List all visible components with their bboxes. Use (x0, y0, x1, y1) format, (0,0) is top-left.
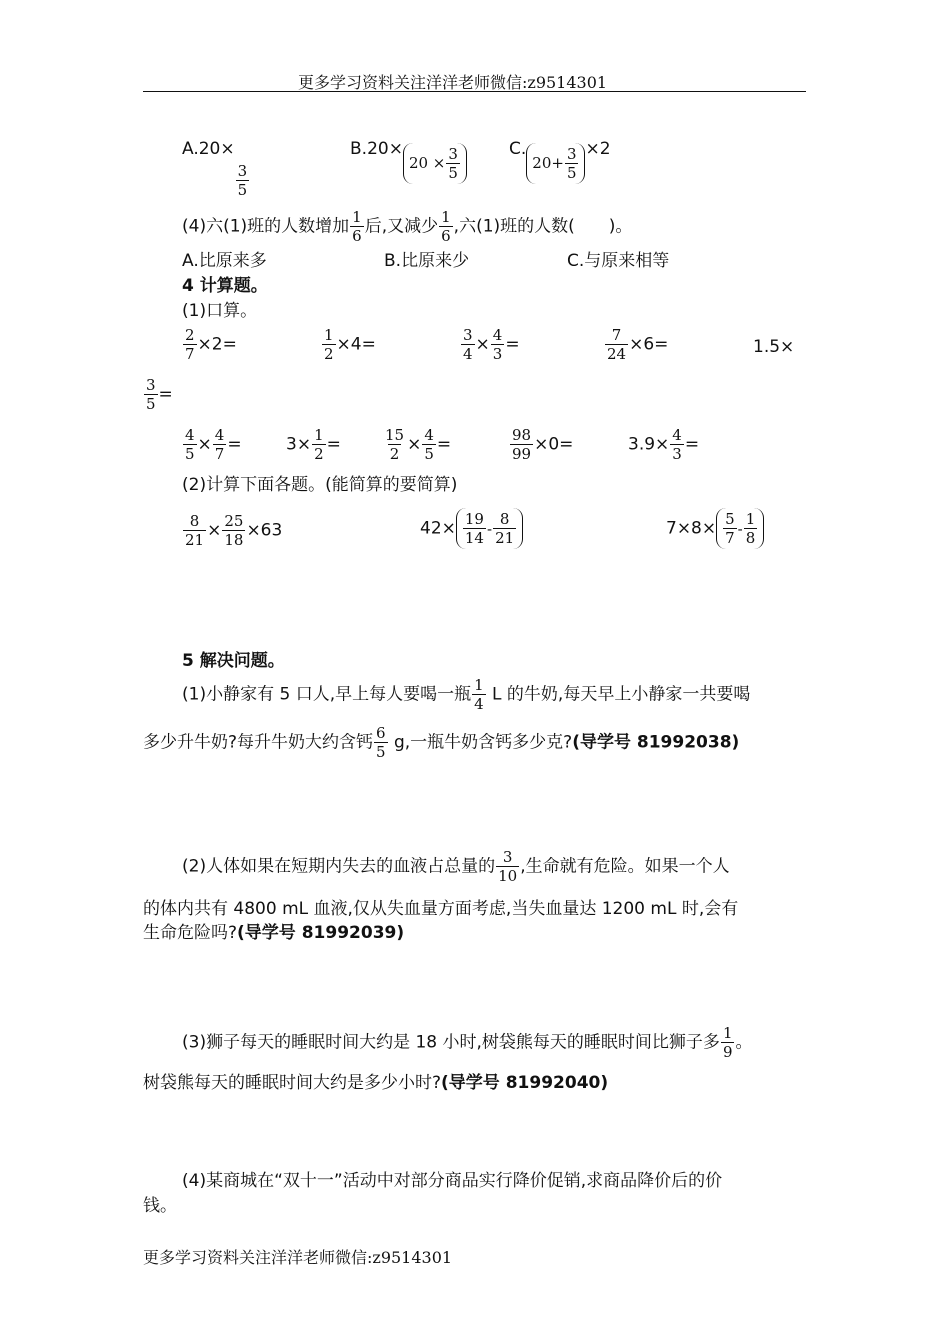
option-c-prefix: C. (509, 139, 527, 159)
fraction: $\frac{1}{2}$ (324, 326, 334, 363)
fraction: $\frac{15}{2}$ (385, 426, 405, 463)
guide-number: (导学号 81992040) (441, 1073, 609, 1093)
q3-option-b (350, 138, 467, 184)
calc-r1-e5-head: 1.5× (753, 337, 795, 357)
fraction: $\frac{4}{5}$ (424, 426, 434, 463)
q4-option-c: C.与原来相等 (567, 251, 670, 271)
fraction: $\frac{6}{5}$ (376, 724, 386, 761)
fraction: $\frac{1}{2}$ (314, 426, 324, 463)
fraction: $\frac{1}{8}$ (745, 510, 756, 547)
q4-option-a: A.比原来多 (182, 251, 267, 271)
fraction: $\frac{5}{7}$ (725, 510, 735, 547)
compute-1: $\frac{8}{21}$ × $\frac{25}{18}$ ×63 (185, 512, 283, 549)
parenthesis-group: 20+ $\frac{3}{5}$ (526, 143, 585, 184)
fraction: $\frac{1}{6}$ (441, 208, 451, 245)
fraction: $\frac{4}{5}$ (185, 426, 195, 463)
fraction: $\frac{3}{5}$ (448, 144, 458, 182)
q4-question: (4)六(1)班的人数增加 $\frac{1}{6}$ 后,又减少 $\frac{1}{6}$ ,六(1)班的人数( )。 (182, 208, 633, 245)
option-a-prefix: A.20× (182, 139, 235, 159)
problem-2-line1: (2)人体如果在短期内失去的血液占总量的 $\frac{3}{10}$ ,生命就有危险。如果一个人 (182, 848, 730, 885)
fraction: $\frac{1}{6}$ (352, 208, 362, 245)
parenthesis-group: 20 × $\frac{3}{5}$ (403, 143, 467, 184)
fraction: $\frac{19}{14}$ (464, 510, 484, 547)
problem-3-line1: (3)狮子每天的睡眠时间大约是 18 小时,树袋熊每天的睡眠时间比狮子多 $\frac{1}{9}$ 。 (182, 1024, 753, 1061)
option-b-prefix: B.20× (350, 139, 403, 159)
fraction: $\frac{2}{7}$ (185, 326, 195, 363)
calc-r1-e2: $\frac{1}{2}$ ×4= (324, 326, 376, 363)
fraction: $\frac{1}{4}$ (474, 676, 484, 713)
guide-number: (导学号 81992038) (572, 732, 740, 753)
calc-r1-e4: $\frac{7}{24}$ ×6= (607, 326, 669, 363)
fraction: $\frac{3}{5}$ (237, 162, 248, 199)
calc-r1-e1: $\frac{2}{7}$ ×2= (185, 326, 237, 363)
fraction: $\frac{8}{21}$ (495, 510, 515, 547)
problem-2-line3: 生命危险吗?(导学号 81992039) (143, 923, 405, 943)
problem-1-line2: 多少升牛奶?每升牛奶大约含钙 $\frac{6}{5}$ g,一瓶牛奶含钙多少克?(导学号 81992038) (143, 724, 740, 761)
header-rule (143, 91, 806, 92)
problem-4-line2: 钱。 (143, 1196, 177, 1216)
fraction: $\frac{8}{21}$ (185, 512, 205, 549)
calc-r1-e3: $\frac{3}{4}$ × $\frac{4}{3}$ = (463, 326, 520, 363)
compute-2: 42× $\frac{19}{14}$ - $\frac{8}{21}$ (420, 508, 523, 549)
fraction: $\frac{3}{5}$ (566, 144, 577, 182)
problem-2-line2: 的体内共有 4800 mL 血液,仅从失血量方面考虑,当失血量达 1200 mL 时,会有 (143, 899, 739, 919)
q3-option-a (182, 138, 250, 199)
problem-3-line2: 树袋熊每天的睡眠时间大约是多少小时?(导学号 81992040) (143, 1073, 609, 1093)
calc-r2-e3: $\frac{15}{2}$ × $\frac{4}{5}$ = (385, 426, 452, 463)
fraction: $\frac{4}{7}$ (214, 426, 225, 463)
problem-1-line1: (1)小静家有 5 口人,早上每人要喝一瓶 $\frac{1}{4}$ L 的牛奶,每天早上小静家一共要喝 (182, 676, 751, 713)
fraction: $\frac{7}{24}$ (607, 326, 627, 363)
calc-r2-e5: 3.9× $\frac{4}{3}$ = (628, 426, 700, 463)
parenthesis-group: $\frac{19}{14}$ - $\frac{8}{21}$ (456, 508, 523, 549)
section-4-title: 4 计算题。 (182, 276, 268, 296)
fraction: $\frac{4}{3}$ (492, 326, 503, 363)
fraction: $\frac{3}{4}$ (463, 326, 473, 363)
section-4-sub1: (1)口算。 (182, 301, 258, 321)
fraction: $\frac{4}{3}$ (672, 426, 682, 463)
q3-option-c: C. 20+ $\frac{3}{5}$ ×2 (509, 139, 611, 182)
fraction: $\frac{3}{5}$ (146, 376, 156, 413)
calc-r2-e1: $\frac{4}{5}$ × $\frac{4}{7}$ = (185, 426, 242, 463)
calc-r1-e5-tail: $\frac{3}{5}$ = (146, 376, 173, 413)
calc-r2-e4: $\frac{98}{99}$ ×0= (512, 426, 574, 463)
fraction: $\frac{1}{9}$ (722, 1024, 733, 1061)
guide-number: (导学号 81992039) (237, 923, 405, 943)
compute-3: 7×8× $\frac{5}{7}$ - $\frac{1}{8}$ (666, 508, 764, 549)
parenthesis-group: $\frac{5}{7}$ - $\frac{1}{8}$ (716, 508, 764, 549)
calc-r2-e2: 3× $\frac{1}{2}$ = (286, 426, 341, 463)
fraction: $\frac{98}{99}$ (512, 426, 532, 463)
fraction: $\frac{3}{10}$ (498, 848, 518, 885)
problem-4-line1: (4)某商城在“双十一”活动中对部分商品实行降价促销,求商品降价后的价 (182, 1171, 723, 1191)
section-5-title: 5 解决问题。 (182, 651, 285, 671)
page-footer: 更多学习资料关注洋洋老师微信:z9514301 (143, 1248, 453, 1267)
page-header: 更多学习资料关注洋洋老师微信:z9514301 (298, 73, 608, 92)
section-4-sub2: (2)计算下面各题。(能简算的要简算) (182, 475, 458, 495)
q4-option-b: B.比原来少 (384, 251, 470, 271)
fraction: $\frac{25}{18}$ (224, 512, 244, 549)
